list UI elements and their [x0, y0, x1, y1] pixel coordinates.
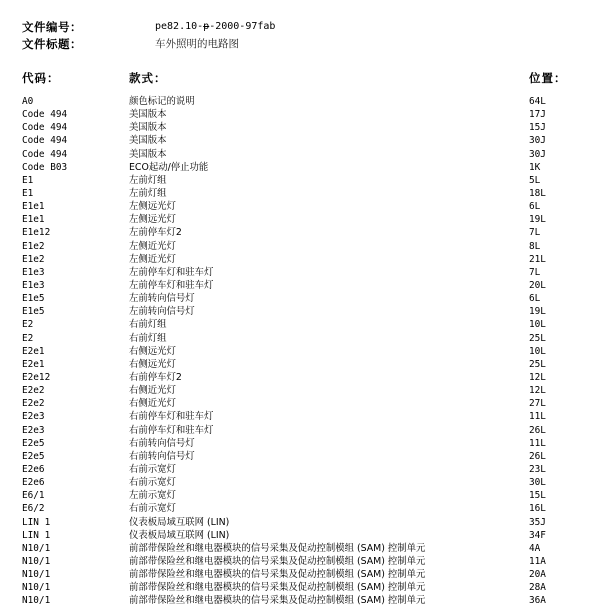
table-row — [0, 95, 605, 108]
code-header: 代码： — [22, 71, 60, 85]
position-cell: 26L — [529, 450, 546, 462]
table-row — [0, 292, 605, 305]
file-title-label: 文件标题： — [22, 36, 82, 51]
style-cell: ECO起动/停止功能 — [129, 161, 209, 173]
table-row — [0, 410, 605, 423]
table-row — [0, 161, 605, 174]
position-cell: 6L — [529, 201, 541, 213]
position-cell: 20A — [529, 569, 546, 581]
style-cell: 美国版本 — [129, 148, 167, 160]
position-cell: 4A — [529, 542, 541, 554]
style-cell: 左前示宽灯 — [129, 490, 176, 502]
code-cell: E2e6 — [22, 477, 45, 489]
table-row — [0, 437, 605, 450]
table-row — [0, 555, 605, 568]
style-header: 款式： — [129, 71, 167, 85]
position-cell: 34F — [529, 529, 546, 541]
code-cell: E2e6 — [22, 463, 45, 475]
style-cell: 左前转向信号灯 — [129, 306, 195, 318]
table-row — [0, 502, 605, 515]
style-cell: 右前示宽灯 — [129, 503, 176, 515]
table-row — [0, 240, 605, 253]
code-cell: Code 494 — [22, 135, 68, 147]
table-row — [0, 187, 605, 200]
style-cell: 右侧远光灯 — [129, 358, 176, 370]
position-cell: 11L — [529, 411, 546, 423]
position-cell: 15L — [529, 490, 546, 502]
position-cell: 21L — [529, 253, 546, 265]
position-cell: 6L — [529, 293, 541, 305]
style-cell: 仪表板局域互联网 (LIN) — [129, 516, 230, 528]
position-cell: 17J — [529, 109, 546, 121]
code-cell: E6/2 — [22, 503, 45, 515]
table-row — [0, 279, 605, 292]
code-cell: E2e12 — [22, 371, 51, 383]
position-cell: 10L — [529, 345, 546, 357]
table-row — [0, 581, 605, 594]
code-cell: E1e3 — [22, 266, 45, 278]
table-row — [0, 200, 605, 213]
table-row — [0, 397, 605, 410]
table-row — [0, 213, 605, 226]
table-row — [0, 253, 605, 266]
style-cell: 右侧近光灯 — [129, 385, 176, 397]
file-number-row — [22, 18, 275, 35]
code-cell: N10/1 — [22, 542, 51, 554]
style-cell: 左侧远光灯 — [129, 201, 176, 213]
position-cell: 19L — [529, 306, 546, 318]
position-cell: 30J — [529, 135, 546, 147]
code-cell: E2 — [22, 332, 34, 344]
code-cell: E1e5 — [22, 293, 45, 305]
table-row — [0, 542, 605, 555]
style-cell: 美国版本 — [129, 135, 167, 147]
position-cell: 20L — [529, 279, 546, 291]
style-cell: 左前停车灯和驻车灯 — [129, 266, 214, 278]
code-cell: E1e3 — [22, 279, 45, 291]
style-cell: 左侧远光灯 — [129, 214, 176, 226]
code-cell: N10/1 — [22, 555, 51, 567]
style-cell: 前部带保险丝和继电器模块的信号采集及促动控制模组 (SAM) 控制单元 — [129, 569, 426, 581]
style-cell: 右前示宽灯 — [129, 477, 176, 489]
code-cell: E1e2 — [22, 253, 45, 265]
style-cell: 右前停车灯2 — [129, 371, 182, 383]
style-cell: 左侧近光灯 — [129, 253, 176, 265]
table-row — [0, 568, 605, 581]
code-cell: Code 494 — [22, 148, 68, 160]
style-cell: 左前停车灯2 — [129, 227, 182, 239]
component-table — [0, 95, 605, 607]
code-cell: N10/1 — [22, 595, 51, 607]
style-cell: 右侧远光灯 — [129, 345, 176, 357]
position-cell: 1K — [529, 161, 541, 173]
style-cell: 前部带保险丝和继电器模块的信号采集及促动控制模组 (SAM) 控制单元 — [129, 555, 426, 567]
position-cell: 11L — [529, 437, 546, 449]
position-cell: 35J — [529, 516, 546, 528]
code-cell: E1 — [22, 187, 34, 199]
table-row — [0, 134, 605, 147]
position-cell: 27L — [529, 398, 546, 410]
table-row — [0, 529, 605, 542]
style-cell: 颜色标记的说明 — [129, 96, 195, 107]
position-cell: 28A — [529, 582, 546, 594]
table-row — [0, 384, 605, 397]
table-row — [0, 174, 605, 187]
code-cell: E2e5 — [22, 450, 45, 462]
table-row — [0, 305, 605, 318]
position-cell: 10L — [529, 319, 546, 331]
code-cell: A0 — [22, 96, 34, 107]
code-cell: E2e3 — [22, 411, 45, 423]
code-cell: N10/1 — [22, 582, 51, 594]
code-cell: Code 494 — [22, 109, 68, 121]
code-cell: E2e5 — [22, 437, 45, 449]
position-cell: 15J — [529, 122, 546, 134]
style-cell: 左前转向信号灯 — [129, 293, 195, 305]
position-cell: 12L — [529, 385, 546, 397]
style-cell: 右前转向信号灯 — [129, 437, 195, 449]
table-row — [0, 108, 605, 121]
table-row — [0, 594, 605, 607]
file-title-value: 车外照明的电路图 — [155, 38, 239, 50]
position-cell: 26L — [529, 424, 546, 436]
file-number-value: pe82.10-p-2000-97fab — [155, 21, 276, 32]
style-cell: 右前灯组 — [129, 319, 167, 331]
style-cell: 前部带保险丝和继电器模块的信号采集及促动控制模组 (SAM) 控制单元 — [129, 542, 426, 554]
position-cell: 12L — [529, 371, 546, 383]
style-cell: 右前灯组 — [129, 332, 167, 344]
code-cell: E1e12 — [22, 227, 51, 239]
position-cell: 25L — [529, 358, 546, 370]
code-cell: Code B03 — [22, 161, 68, 173]
position-cell: 23L — [529, 463, 546, 475]
style-cell: 右前示宽灯 — [129, 463, 176, 475]
file-number-label: 文件编号： — [22, 19, 82, 34]
file-number-struck-char: p — [203, 21, 210, 32]
style-cell: 仪表板局域互联网 (LIN) — [129, 529, 230, 541]
table-row — [0, 345, 605, 358]
code-cell: E2 — [22, 319, 34, 331]
position-cell: 11A — [529, 555, 546, 567]
position-cell: 5L — [529, 174, 541, 186]
file-title-row — [22, 35, 275, 52]
code-cell: E1e1 — [22, 214, 45, 226]
position-cell: 64L — [529, 96, 546, 107]
position-cell: 7L — [529, 266, 541, 278]
style-cell: 左前停车灯和驻车灯 — [129, 279, 214, 291]
code-cell: Code 494 — [22, 122, 68, 134]
style-cell: 美国版本 — [129, 122, 167, 134]
code-cell: E2e1 — [22, 358, 45, 370]
code-cell: E2e3 — [22, 424, 45, 436]
style-cell: 美国版本 — [129, 109, 167, 121]
position-cell: 36A — [529, 595, 546, 607]
code-cell: N10/1 — [22, 569, 51, 581]
position-cell: 16L — [529, 503, 546, 515]
table-row — [0, 476, 605, 489]
table-row — [0, 226, 605, 239]
style-cell: 右前转向信号灯 — [129, 450, 195, 462]
style-cell: 前部带保险丝和继电器模块的信号采集及促动控制模组 (SAM) 控制单元 — [129, 582, 426, 594]
style-cell: 左前灯组 — [129, 174, 167, 186]
document-header — [22, 18, 275, 52]
code-cell: E6/1 — [22, 490, 45, 502]
table-row — [0, 148, 605, 161]
table-row — [0, 266, 605, 279]
code-cell: LIN 1 — [22, 516, 51, 528]
table-row — [0, 516, 605, 529]
table-header — [0, 70, 605, 84]
table-row — [0, 358, 605, 371]
style-cell: 前部带保险丝和继电器模块的信号采集及促动控制模组 (SAM) 控制单元 — [129, 595, 426, 607]
position-header: 位置： — [529, 71, 567, 85]
table-row — [0, 463, 605, 476]
code-cell: E1e2 — [22, 240, 45, 252]
code-cell: E2e2 — [22, 385, 45, 397]
style-cell: 右侧近光灯 — [129, 398, 176, 410]
style-cell: 左侧近光灯 — [129, 240, 176, 252]
position-cell: 19L — [529, 214, 546, 226]
table-row — [0, 371, 605, 384]
table-row — [0, 318, 605, 331]
position-cell: 30J — [529, 148, 546, 160]
code-cell: E1e5 — [22, 306, 45, 318]
code-cell: E1e1 — [22, 201, 45, 213]
position-cell: 25L — [529, 332, 546, 344]
position-cell: 18L — [529, 187, 546, 199]
table-row — [0, 450, 605, 463]
position-cell: 8L — [529, 240, 541, 252]
code-cell: E2e1 — [22, 345, 45, 357]
style-cell: 右前停车灯和驻车灯 — [129, 424, 214, 436]
position-cell: 30L — [529, 477, 546, 489]
code-cell: E2e2 — [22, 398, 45, 410]
code-cell: LIN 1 — [22, 529, 51, 541]
position-cell: 7L — [529, 227, 541, 239]
style-cell: 右前停车灯和驻车灯 — [129, 411, 214, 423]
code-cell: E1 — [22, 174, 34, 186]
table-row — [0, 489, 605, 502]
style-cell: 左前灯组 — [129, 187, 167, 199]
table-row — [0, 424, 605, 437]
table-row — [0, 121, 605, 134]
table-row — [0, 332, 605, 345]
